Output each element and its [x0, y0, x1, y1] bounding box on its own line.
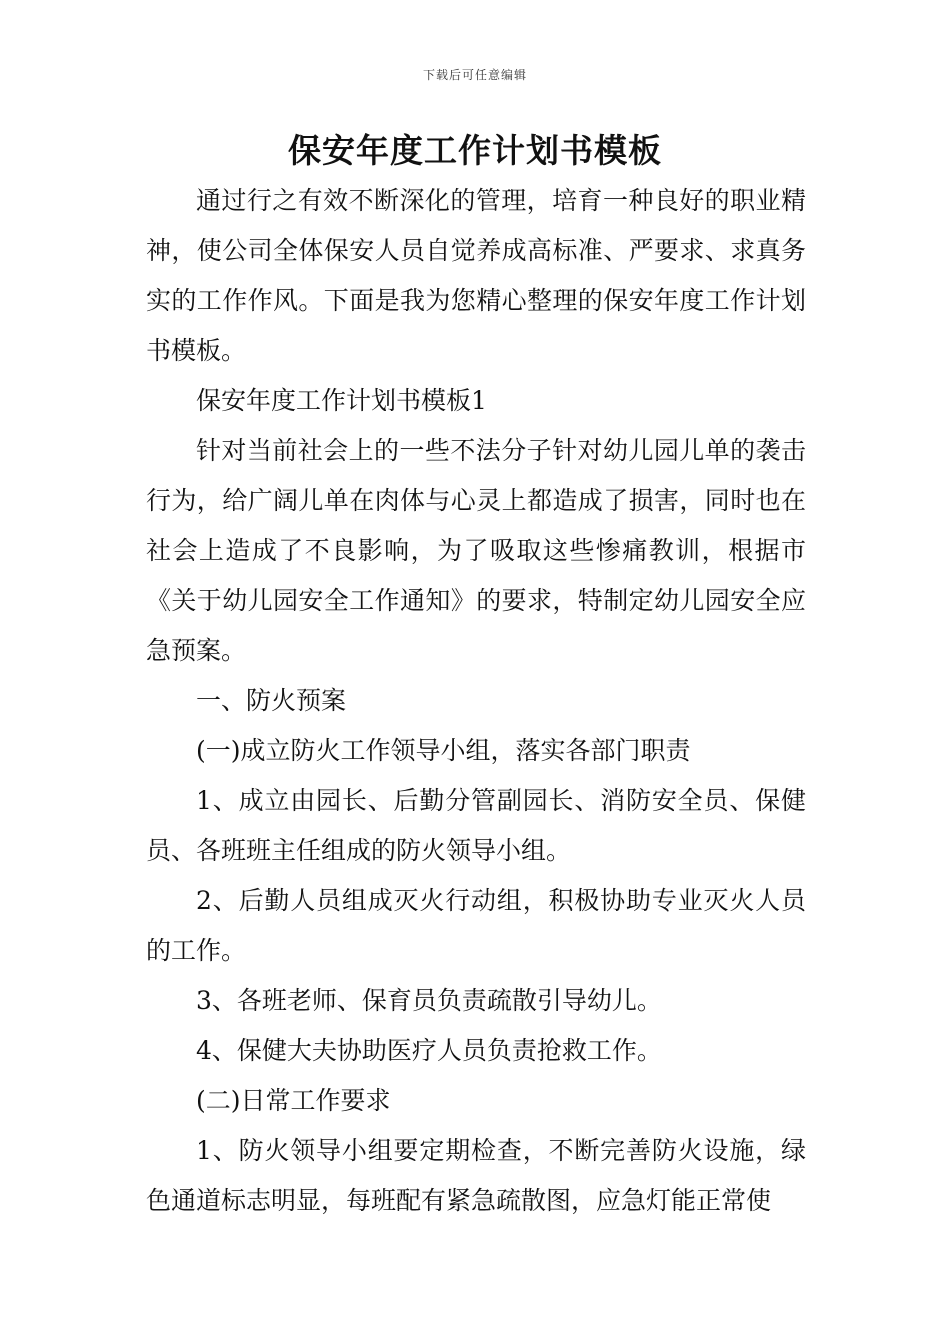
document-title: 保安年度工作计划书模板 — [288, 131, 662, 170]
document-body — [146, 176, 806, 1226]
heading-fire-plan: 一、防火预案 — [196, 686, 347, 715]
intro-paragraph: 通过行之有效不断深化的管理，培育一种良好的职业精神，使公司全体保安人员自觉养成高标准、严要求、求真务实的工作作风。下面是我为您精心整理的保安年度工作计划书模板。 — [146, 186, 806, 365]
list-item-3: 3、各班老师、保育员负责疏散引导幼儿。 — [196, 986, 662, 1015]
subheading-fire-team: (一)成立防火工作领导小组，落实各部门职责 — [196, 736, 691, 765]
section-heading-template-1: 保安年度工作计划书模板1 — [196, 386, 487, 415]
header-note: 下载后可任意编辑 — [422, 68, 527, 82]
list-item-1: 1、成立由园长、后勤分管副园长、消防安全员、保健员、各班班主任组成的防火领导小组。 — [146, 786, 806, 865]
daily-requirement-1: 1、防火领导小组要定期检查，不断完善防火设施，绿色通道标志明显，每班配有紧急疏散图，应急灯能正常使 — [146, 1136, 806, 1215]
list-item-2: 2、后勤人员组成灭火行动组，积极协助专业灭火人员的工作。 — [146, 886, 806, 965]
subheading-daily-requirements: (二)日常工作要求 — [196, 1086, 391, 1115]
list-item-4: 4、保健大夫协助医疗人员负责抢救工作。 — [196, 1036, 662, 1065]
background-paragraph: 针对当前社会上的一些不法分子针对幼儿园儿单的袭击行为，给广阔儿单在肉体与心灵上都造成了损害，同时也在社会上造成了不良影响，为了吸取这些惨痛教训，根据市《关于幼儿园安全工作通知》的要求，特制定幼儿园安全应急预案。 — [146, 436, 806, 665]
